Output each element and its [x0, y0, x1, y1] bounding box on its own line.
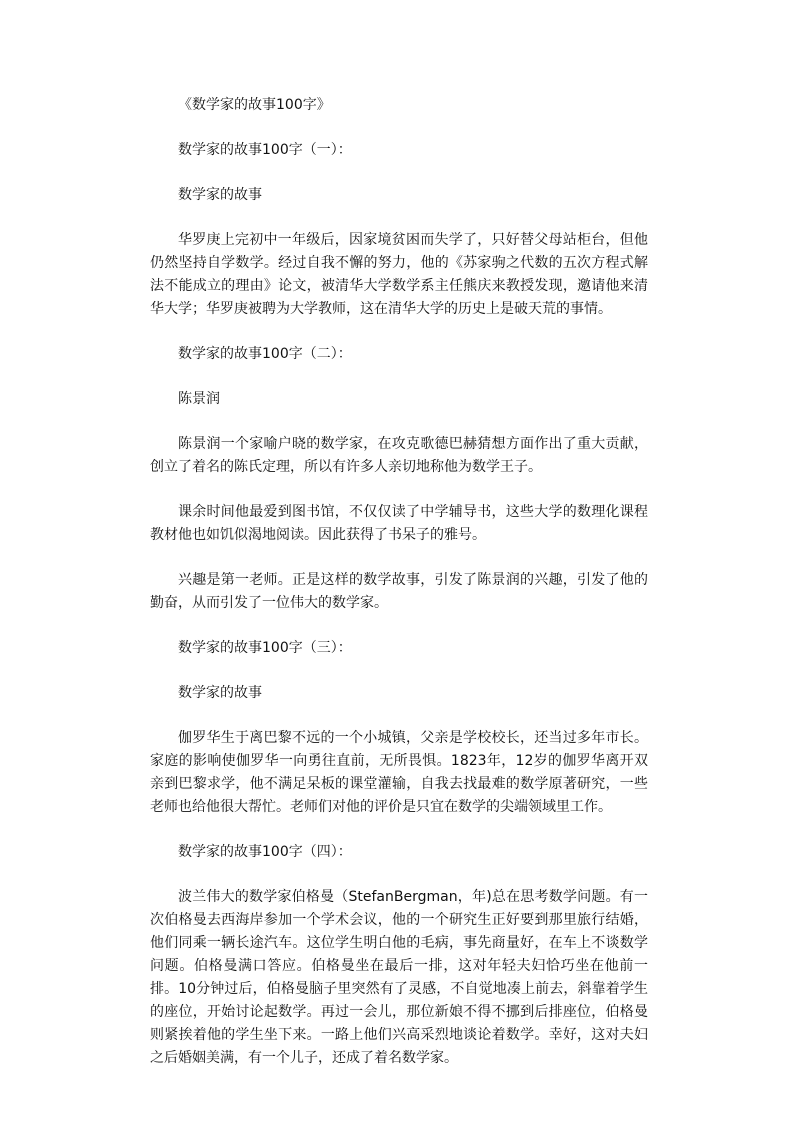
paragraph-chen-jingrun-2: 课余时间他最爱到图书馆，不仅仅读了中学辅导书，这些大学的数理化课程教材他也如饥似渴地阅读。因此获得了书呆子的雅号。 — [150, 504, 648, 543]
document-body — [150, 94, 648, 1070]
section-subtitle-3: 数学家的故事 — [178, 685, 262, 701]
section-subtitle-2: 陈景润 — [178, 391, 220, 407]
section-subtitle-1: 数学家的故事 — [178, 187, 262, 203]
paragraph-hua-luogeng: 华罗庚上完初中一年级后，因家境贫困而失学了，只好替父母站柜台，但他仍然坚持自学数学。经过自我不懈的努力，他的《苏家驹之代数的五次方程式解法不能成立的理由》论文，被清华大学数学系主任熊庆来教授发现，邀请他来清华大学；华罗庚被聘为大学教师，这在清华大学的历史上是破天荒的事情。 — [150, 232, 648, 317]
section-heading-4: 数学家的故事100字（四）： — [178, 844, 352, 860]
section-heading-2: 数学家的故事100字（二）： — [178, 346, 352, 362]
section-heading-3: 数学家的故事100字（三）： — [178, 640, 352, 656]
paragraph-bergman: 波兰伟大的数学家伯格曼（StefanBergman，年)总在思考数学问题。有一次伯格曼去西海岸参加一个学术会议，他的一个研究生正好要到那里旅行结婚，他们同乘一辆长途汽车。这位学生明白他的毛病，事先商量好，在车上不谈数学问题。伯格曼满口答应。伯格曼坐在最后一排，这对年轻夫妇恰巧坐在他前一排。10分钟过后，伯格曼脑子里突然有了灵感，不自觉地凑上前去，斜靠着学生的座位，开始讨论起数学。再过一会儿，那位新娘不得不挪到后排座位，伯格曼则紧挨着他的学生坐下来。一路上他们兴高采烈地谈论着数学。幸好，这对夫妇之后婚姻美满，有一个儿子，还成了着名数学家。 — [150, 889, 648, 1066]
document-title: 《数学家的故事100字》 — [178, 97, 331, 113]
paragraph-galois: 伽罗华生于离巴黎不远的一个小城镇，父亲是学校校长，还当过多年市长。家庭的影响使伽罗华一向勇往直前，无所畏惧。1823年，12岁的伽罗华离开双亲到巴黎求学，他不满足呆板的课堂灌输，自我去找最难的数学原著研究，一些老师也给他很大帮忙。老师们对他的评价是只宜在数学的尖端领域里工作。 — [150, 730, 648, 815]
section-heading-1: 数学家的故事100字（一）： — [178, 142, 352, 158]
paragraph-chen-jingrun-3: 兴趣是第一老师。正是这样的数学故事，引发了陈景润的兴趣，引发了他的勤奋，从而引发了一位伟大的数学家。 — [150, 572, 648, 611]
paragraph-chen-jingrun-1: 陈景润一个家喻户晓的数学家，在攻克歌德巴赫猜想方面作出了重大贡献，创立了着名的陈氏定理，所以有许多人亲切地称他为数学王子。 — [150, 436, 648, 475]
